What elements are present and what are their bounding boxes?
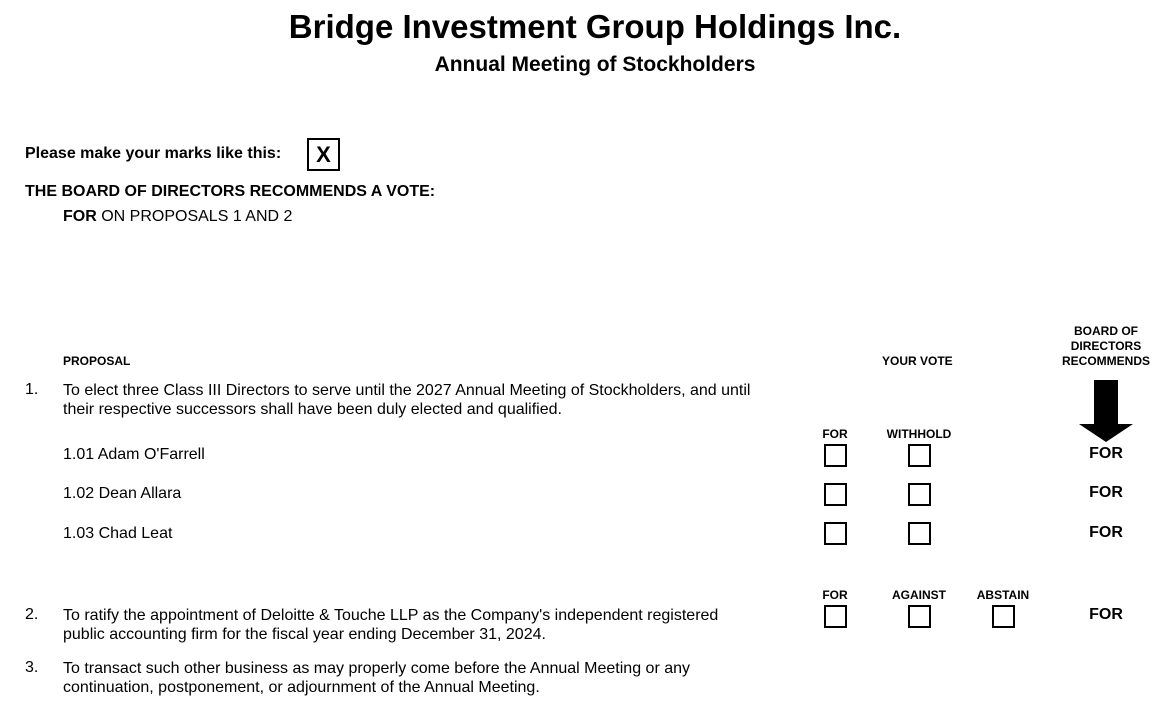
proposal-3-line1: To transact such other business as may properly come before the Annual Meeting or any <box>63 660 691 677</box>
board-header-line2: DIRECTORS <box>1070 339 1142 353</box>
proposal-2-abstain-header: ABSTAIN <box>976 588 1030 602</box>
nominee-1-withhold-checkbox[interactable] <box>908 444 931 467</box>
marks-instruction: Please make your marks like this: <box>25 145 282 162</box>
proposal-1-for-header: FOR <box>822 427 848 441</box>
nominee-1-recommendation: FOR <box>1089 445 1123 462</box>
proposal-2-against-header: AGAINST <box>892 588 946 602</box>
board-recommendation-summary <box>63 208 292 226</box>
proposal-2-recommendation: FOR <box>1089 606 1123 623</box>
proposal-1-line2: their respective successors shall have been duly elected and qualified. <box>63 401 562 418</box>
proposal-1-text <box>63 381 750 419</box>
proposal-2-text <box>63 606 718 644</box>
board-header-line1: BOARD OF <box>1074 324 1138 338</box>
proposal-2-for-header: FOR <box>822 588 848 602</box>
company-title: Bridge Investment Group Holdings Inc. <box>288 8 902 45</box>
proposal-1-withhold-header: WITHHOLD <box>886 427 952 441</box>
proposal-2-number: 2. <box>25 606 39 623</box>
proposal-2-abstain-checkbox[interactable] <box>992 605 1015 628</box>
nominee-2-withhold-checkbox[interactable] <box>908 483 931 506</box>
nominee-2-for-checkbox[interactable] <box>824 483 847 506</box>
proposal-3-number: 3. <box>25 659 39 676</box>
nominee-2-recommendation: FOR <box>1089 484 1123 501</box>
proposal-2-line2: public accounting firm for the fiscal year ending December 31, 2024. <box>63 626 546 643</box>
nominee-3-withhold-checkbox[interactable] <box>908 522 931 545</box>
for-bold-text: FOR <box>63 208 97 225</box>
your-vote-column-header: YOUR VOTE <box>882 354 953 368</box>
proposal-3-line2: continuation, postponement, or adjournment of the Annual Meeting. <box>63 679 540 696</box>
proposal-2-line1: To ratify the appointment of Deloitte & Touche LLP as the Company's independent registered <box>63 607 719 624</box>
nominee-1-for-checkbox[interactable] <box>824 444 847 467</box>
nominee-3-for-checkbox[interactable] <box>824 522 847 545</box>
proposal-2-against-checkbox[interactable] <box>908 605 931 628</box>
nominee-3-recommendation: FOR <box>1089 524 1123 541</box>
nominee-3-label: 1.03 Chad Leat <box>63 525 173 542</box>
board-recommends-column-header <box>1055 324 1157 369</box>
proposal-1-line1: To elect three Class III Directors to serve until the 2027 Annual Meeting of Stockholders, and until <box>63 382 751 399</box>
proposal-column-header: PROPOSAL <box>63 354 131 368</box>
proposal-3-text <box>63 659 690 697</box>
proposal-2-for-checkbox[interactable] <box>824 605 847 628</box>
proposal-1-number: 1. <box>25 381 39 398</box>
mark-example-box: X <box>307 138 340 171</box>
board-recommendation-heading: THE BOARD OF DIRECTORS RECOMMENDS A VOTE: <box>25 183 436 200</box>
board-header-line3: RECOMMENDS <box>1061 354 1150 368</box>
nominee-2-label: 1.02 Dean Allara <box>63 485 182 502</box>
meeting-subtitle: Annual Meeting of Stockholders <box>434 53 756 76</box>
down-arrow-icon <box>1079 380 1133 442</box>
for-rest-text: ON PROPOSALS 1 AND 2 <box>96 208 293 225</box>
nominee-1-label: 1.01 Adam O'Farrell <box>63 446 205 463</box>
